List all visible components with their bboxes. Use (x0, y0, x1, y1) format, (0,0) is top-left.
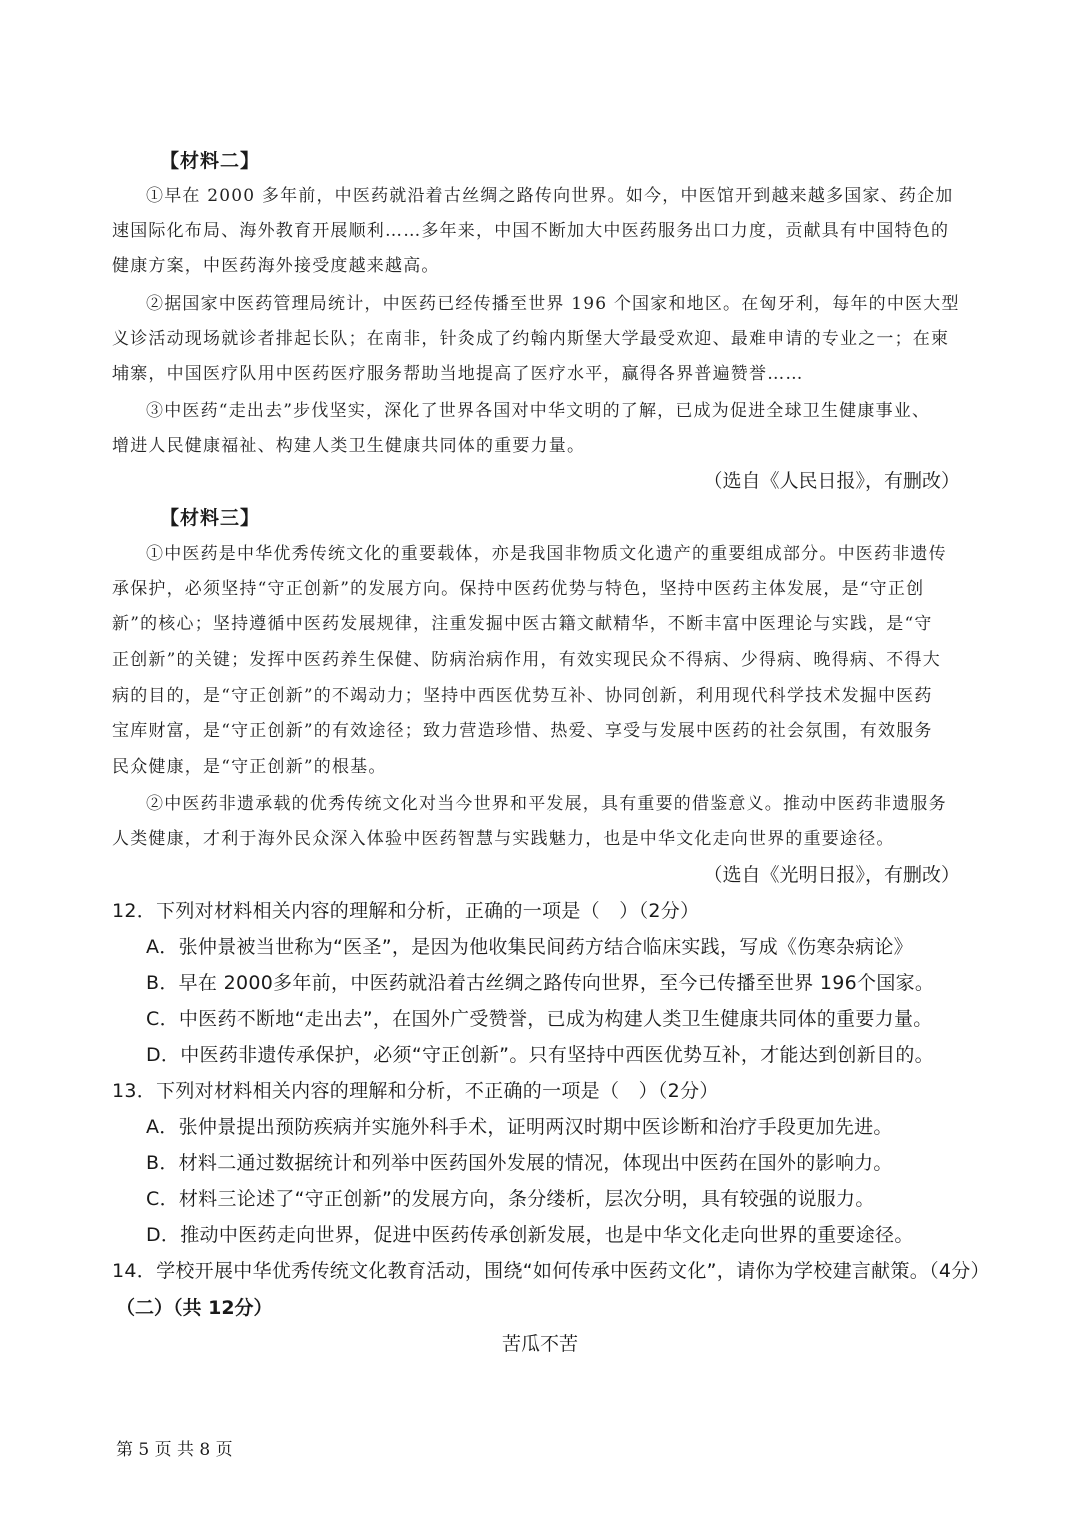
material-3-source: （选自《光明日报》，有删改） (703, 864, 960, 886)
material-2-line: ③中医药“走出去”步伐坚实，深化了世界各国对中华文明的了解，已成为促进全球卫生健康事业、 (146, 401, 931, 421)
material-2-line: 增进人民健康福祉、构建人类卫生健康共同体的重要力量。 (112, 436, 586, 456)
material-3-line: 民众健康，是“守正创新”的根基。 (112, 757, 387, 777)
material-3-line: 承保护，必须坚持“守正创新”的发展方向。保持中医药优势与特色，坚持中医药主体发展，是“守正创 (112, 579, 925, 599)
question-13-option-d: D．推动中医药走向世界，促进中医药传承创新发展，也是中华文化走向世界的重要途径。 (146, 1224, 914, 1246)
material-3-line: ①中医药是中华优秀传统文化的重要载体，亦是我国非物质文化遗产的重要组成部分。中医药非遗传 (146, 544, 947, 564)
material-2-line: 埔寨，中国医疗队用中医药医疗服务帮助当地提高了医疗水平，赢得各界普遍赞誉…… (112, 364, 804, 384)
material-2-source: （选自《人民日报》，有删改） (703, 470, 960, 492)
question-12-option-c: C．中医药不断地“走出去”，在国外广受赞誉，已成为构建人类卫生健康共同体的重要力量。 (146, 1008, 933, 1030)
question-14-stem: 14．学校开展中华优秀传统文化教育活动，围绕“如何传承中医药文化”，请你为学校建言献策。（4分） (112, 1260, 990, 1282)
material-3-line: ②中医药非遗承载的优秀传统文化对当今世界和平发展，具有重要的借鉴意义。推动中医药非遗服务 (146, 794, 947, 814)
question-12-option-d: D．中医药非遗传承保护，必须“守正创新”。只有坚持中西医优势互补，才能达到创新目的。 (146, 1044, 934, 1066)
page-footer: 第 5 页 共 8 页 (116, 1440, 233, 1460)
passage-title: 苦瓜不苦 (501, 1333, 578, 1355)
material-2-line: ①早在 2000 多年前，中医药就沿着古丝绸之路传向世界。如今，中医馆开到越来越多国家、药企加 (146, 186, 954, 206)
question-12-stem: 12．下列对材料相关内容的理解和分析，正确的一项是（ ）（2分） (112, 900, 700, 922)
material-3-heading: 【材料三】 (160, 507, 261, 529)
material-2-line: 义诊活动现场就诊者排起长队；在南非，针灸成了约翰内斯堡大学最受欢迎、最难申请的专业之一；在柬 (112, 329, 950, 349)
question-13-stem: 13．下列对材料相关内容的理解和分析，不正确的一项是（ ）（2分） (112, 1080, 719, 1102)
material-3-line: 病的目的，是“守正创新”的不竭动力；坚持中西医优势互补、协同创新，利用现代科学技术发掘中医药 (112, 686, 933, 706)
question-12-option-b: B．早在 2000多年前，中医药就沿着古丝绸之路传向世界，至今已传播至世界 196个国家。 (146, 972, 935, 994)
question-13-option-a: A．张仲景提出预防疾病并实施外科手术，证明两汉时期中医诊断和治疗手段更加先进。 (146, 1116, 893, 1138)
question-13-option-b: B．材料二通过数据统计和列举中医药国外发展的情况，体现出中医药在国外的影响力。 (146, 1152, 893, 1174)
material-3-line: 正创新”的关键；发挥中医药养生保健、防病治病作用，有效实现民众不得病、少得病、晚得病、不得大 (112, 650, 941, 670)
question-13-option-c: C．材料三论述了“守正创新”的发展方向，条分缕析，层次分明，具有较强的说服力。 (146, 1188, 875, 1210)
material-3-line: 人类健康，才利于海外民众深入体验中医药智慧与实践魅力，也是中华文化走向世界的重要途径。 (112, 829, 895, 849)
material-3-line: 新”的核心；坚持遵循中医药发展规律，注重发掘中医古籍文献精华，不断丰富中医理论与实践，是“守 (112, 614, 933, 634)
material-2-line: 速国际化布局、海外教育开展顺利……多年来，中国不断加大中医药服务出口力度，贡献具有中国特色的 (112, 221, 950, 241)
material-2-line: ②据国家中医药管理局统计，中医药已经传播至世界 196 个国家和地区。在匈牙利，每年的中医大型 (146, 294, 960, 314)
material-3-line: 宝库财富，是“守正创新”的有效途径；致力营造珍惜、热爱、享受与发展中医药的社会氛围，有效服务 (112, 721, 933, 741)
material-2-line: 健康方案，中医药海外接受度越来越高。 (112, 256, 440, 276)
section-2-label: （二）（共 12分） (116, 1297, 273, 1319)
question-12-option-a: A．张仲景被当世称为“医圣”，是因为他收集民间药方结合临床实践，写成《伤寒杂病论》 (146, 936, 913, 958)
material-2-heading: 【材料二】 (160, 150, 261, 172)
